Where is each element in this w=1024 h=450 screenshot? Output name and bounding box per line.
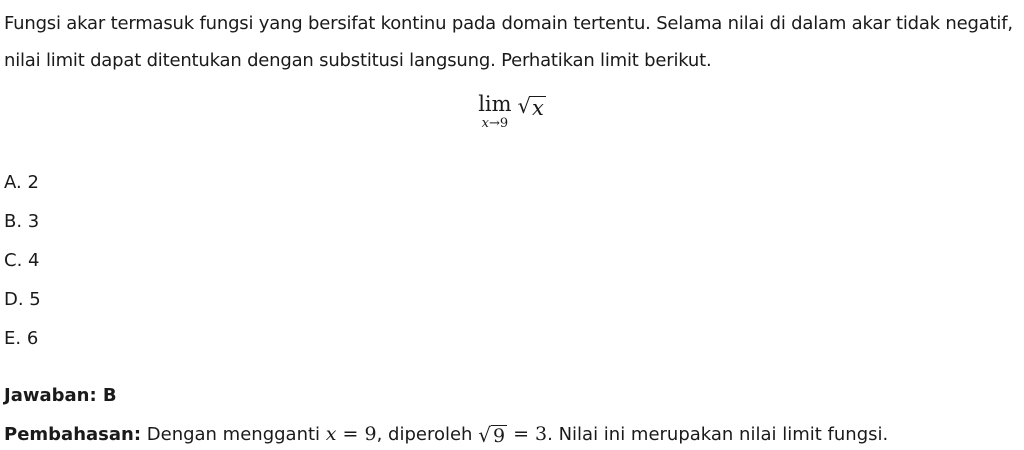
radical-sign: √ xyxy=(517,94,531,118)
math1-eq: = 9 xyxy=(336,423,377,445)
discussion-heading: Pembahasan: xyxy=(4,424,142,445)
radicand: x xyxy=(531,96,544,120)
discussion-text-1: Dengan mengganti xyxy=(141,424,326,445)
discussion xyxy=(4,419,888,450)
option-e: E. 6 xyxy=(4,328,39,349)
lim-operator xyxy=(478,92,511,132)
lim-word: lim xyxy=(478,92,512,116)
math2-radicand: 9 xyxy=(492,425,506,447)
answer-key: Jawaban: B xyxy=(4,385,117,406)
answer-options xyxy=(4,163,41,358)
sqrt-expression xyxy=(518,94,546,119)
option-d: D. 5 xyxy=(4,289,41,310)
discussion-text-3: . Nilai ini merupakan nilai limit fungsi. xyxy=(547,424,889,445)
option-b: B. 3 xyxy=(4,211,40,232)
lim-sub-var: x xyxy=(481,116,489,131)
discussion-text-2: , diperoleh xyxy=(376,424,479,445)
lim-sub-value: 9 xyxy=(499,116,509,131)
math2-radical-sign: √ xyxy=(478,423,491,447)
limit-formula xyxy=(0,92,1024,144)
intro-paragraph: Fungsi akar termasuk fungsi yang bersifat kontinu pada domain tertentu. Selama nilai di dalam akar tidak negatif, nilai limit dapat ditentukan dengan substitusi langsung. Perhatikan limit berikut. xyxy=(4,13,1013,71)
math2-eq: = 3 xyxy=(507,423,548,445)
math1-var: x xyxy=(325,423,337,445)
option-c: C. 4 xyxy=(4,250,40,271)
math2-sqrt xyxy=(478,424,507,446)
lim-subscript xyxy=(482,116,509,132)
formula-expression xyxy=(478,92,546,132)
discussion-math-1 xyxy=(326,423,377,445)
discussion-math-2 xyxy=(478,423,547,445)
lim-sub-arrow: → xyxy=(488,116,500,131)
option-a: A. 2 xyxy=(4,172,39,193)
